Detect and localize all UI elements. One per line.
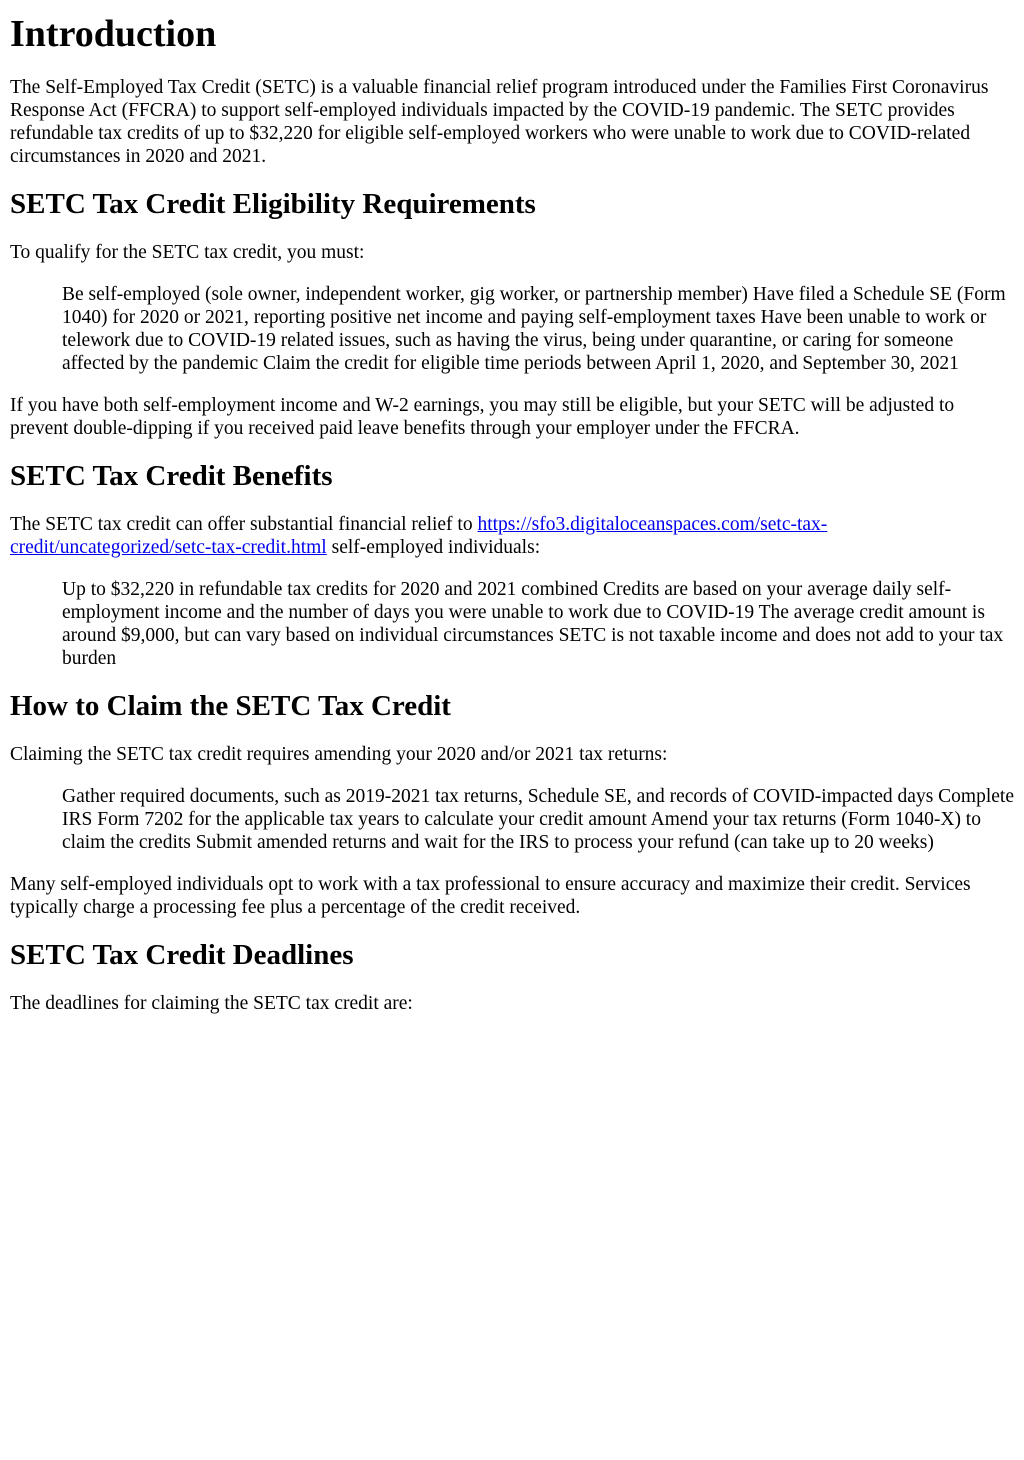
benefits-list: Up to $32,220 in refundable tax credits for 2020 and 2021 combined Credits are based on your average daily self-employment income and the number of days you were unable to work due to COVID-19 The average credit amount is around $9,000, but can vary based on individual circumstances SETC is not taxable income and does not add to your tax burden [62, 579, 1004, 669]
claim-note: Many self-employed individuals opt to work with a tax professional to ensure accuracy and maximize their credit. Services typically charge a processing fee plus a percentage of the credit received. [10, 874, 971, 918]
benefits-lead-after: self-employed individuals: [326, 537, 541, 558]
eligibility-note: If you have both self-employment income and W-2 earnings, you may still be eligible, but your SETC will be adjusted to prevent double-dipping if you received paid leave benefits through your employer under the FFCRA. [10, 395, 955, 439]
benefits-lead [10, 513, 1014, 559]
claim-lead: Claiming the SETC tax credit requires amending your 2020 and/or 2021 tax returns: [10, 744, 668, 765]
page-title: Introduction [10, 13, 217, 55]
eligibility-list: Be self-employed (sole owner, independent worker, gig worker, or partnership member) Have filed a Schedule SE (Form 1040) for 2020 or 2021, reporting positive net income and paying self-employment taxes Have been unable to work or telework due to COVID-19 related issues, such as having the virus, being under quarantine, or caring for someone affected by the pandemic Claim the credit for eligible time periods between April 1, 2020, and September 30, 2021 [62, 284, 1006, 374]
setc-credit-link[interactable]: https://sfo3.digitaloceanspaces.com/setc-tax-credit/uncategorized/setc-tax-credit.html [10, 514, 828, 558]
claim-heading: How to Claim the SETC Tax Credit [10, 690, 451, 722]
deadlines-heading: SETC Tax Credit Deadlines [10, 939, 354, 971]
claim-list: Gather required documents, such as 2019-2021 tax returns, Schedule SE, and records of COVID-impacted days Complete IRS Form 7202 for the applicable tax years to calculate your credit amount Amend your tax returns (Form 1040-X) to claim the credits Submit amended returns and wait for the IRS to process your refund (can take up to 20 weeks) [62, 786, 1014, 853]
benefits-lead-before: The SETC tax credit can offer substantial financial relief to [10, 514, 478, 535]
document-page [0, 12, 1024, 1015]
eligibility-lead: To qualify for the SETC tax credit, you must: [10, 242, 365, 263]
deadlines-lead: The deadlines for claiming the SETC tax credit are: [10, 993, 413, 1014]
intro-paragraph: The Self-Employed Tax Credit (SETC) is a valuable financial relief program introduced under the Families First Coronavirus Response Act (FFCRA) to support self-employed individuals impacted by the COVID-19 pandemic. The SETC provides refundable tax credits of up to $32,220 for eligible self-employed workers who were unable to work due to COVID-related circumstances in 2020 and 2021. [10, 77, 989, 167]
benefits-heading: SETC Tax Credit Benefits [10, 460, 333, 492]
eligibility-heading: SETC Tax Credit Eligibility Requirements [10, 188, 536, 220]
